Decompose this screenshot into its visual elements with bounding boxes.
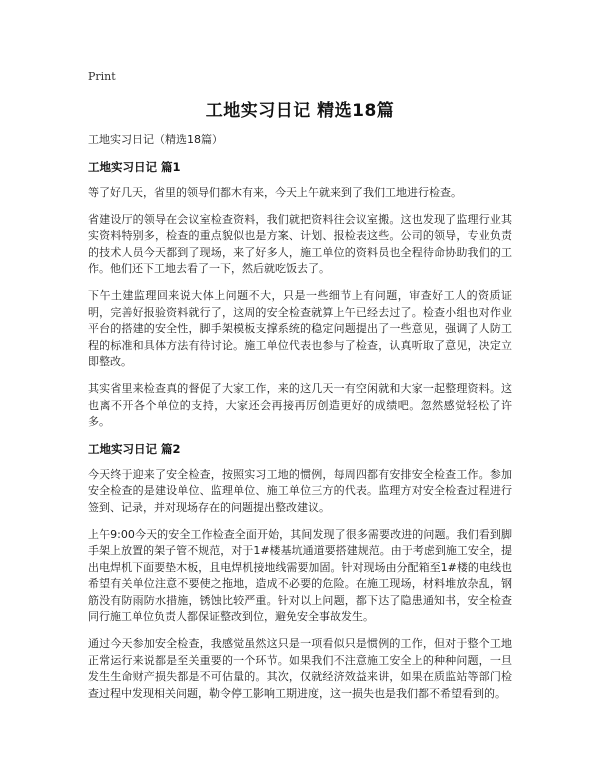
paragraph: 等了好几天，省里的领导们都木有来，今天上午就来到了我们工地进行检查。 xyxy=(88,186,462,199)
paragraph: 通过今天参加安全检查，我感觉虽然这只是一项看似只是惯例的工作，但对于整个工地正常运行来说都是至关重要的一个环节。如果我们不注意施工安全上的种种问题，一旦发生生命财产损失都是不可估量的。其次，仅就经济效益来讲，如果在质监站等部门检查过程中发现相关问题，勒令停工影响工期进度，这一损失也是我们都不希望看到的。 xyxy=(88,637,512,700)
print-label[interactable]: Print xyxy=(88,70,116,83)
document-body xyxy=(88,132,512,712)
paragraph: 下午土建监理回来说大体上问题不大，只是一些细节上有问题，审查好工人的资质证明，完善好报验资料就行了，这周的安全检查就算上午已经去过了。检查小组也对作业平台的搭建的安全性，脚手架模板支撑系统的稳定问题提出了一些意见，强调了人防工程的标准和具体方法有待讨论。施工单位代表也参与了检查，认真听取了意见，决定立即整改。 xyxy=(88,288,512,369)
paragraph: 省建设厅的领导在会议室检查资料，我们就把资料往会议室搬。这也发现了监理行业其实资料特别多，检查的重点貌似也是方案、计划、报检表这些。公司的领导，专业负责的技术人员今天都到了现场，来了好多人，施工单位的资料员也全程待命协助我们的工作。他们还下工地去看了一下，然后就吃饭去了。 xyxy=(88,212,512,276)
section-1 xyxy=(88,159,512,431)
document-title: 工地实习日记 精选18篇 xyxy=(205,101,395,121)
section-2 xyxy=(88,441,512,703)
section-heading: 工地实习日记 篇2 xyxy=(88,441,181,456)
document-subtitle: 工地实习日记（精选18篇） xyxy=(88,133,223,146)
paragraph: 上午9:00今天的安全工作检查全面开始，其间发现了很多需要改进的问题。我们看到脚手架上放置的架子管不规范，对于1#楼基坑通道要搭建规范。由于考虑到施工安全，提出电焊机下面要垫木板，且电焊机接地线需要加固。针对现场由分配箱至1#楼的电线也希望有关单位注意不要使之拖地，造成不必要的危险。在施工现场，材料堆放杂乱，钢筋没有防雨防水措施，锈蚀比较严重。针对以上问题，都下达了隐患通知书，安全检查同行施工单位负责人都保证整改到位，避免安全事故发生。 xyxy=(88,527,512,624)
section-heading: 工地实习日记 篇1 xyxy=(88,160,181,174)
paragraph: 其实省里来检查真的督促了大家工作，来的这几天一有空闲就和大家一起整理资料。这也离不开各个单位的支持，大家还会再接再厉创造更好的成绩吧。忽然感觉轻松了许多。 xyxy=(88,381,512,429)
paragraph: 今天终于迎来了安全检查，按照实习工地的惯例，每周四都有安排安全检查工作。参加安全检查的是建设单位、监理单位、施工单位三方的代表。监理方对安全检查过程进行签到、记录，并对现场存在的问题提出整改建议。 xyxy=(88,467,512,514)
